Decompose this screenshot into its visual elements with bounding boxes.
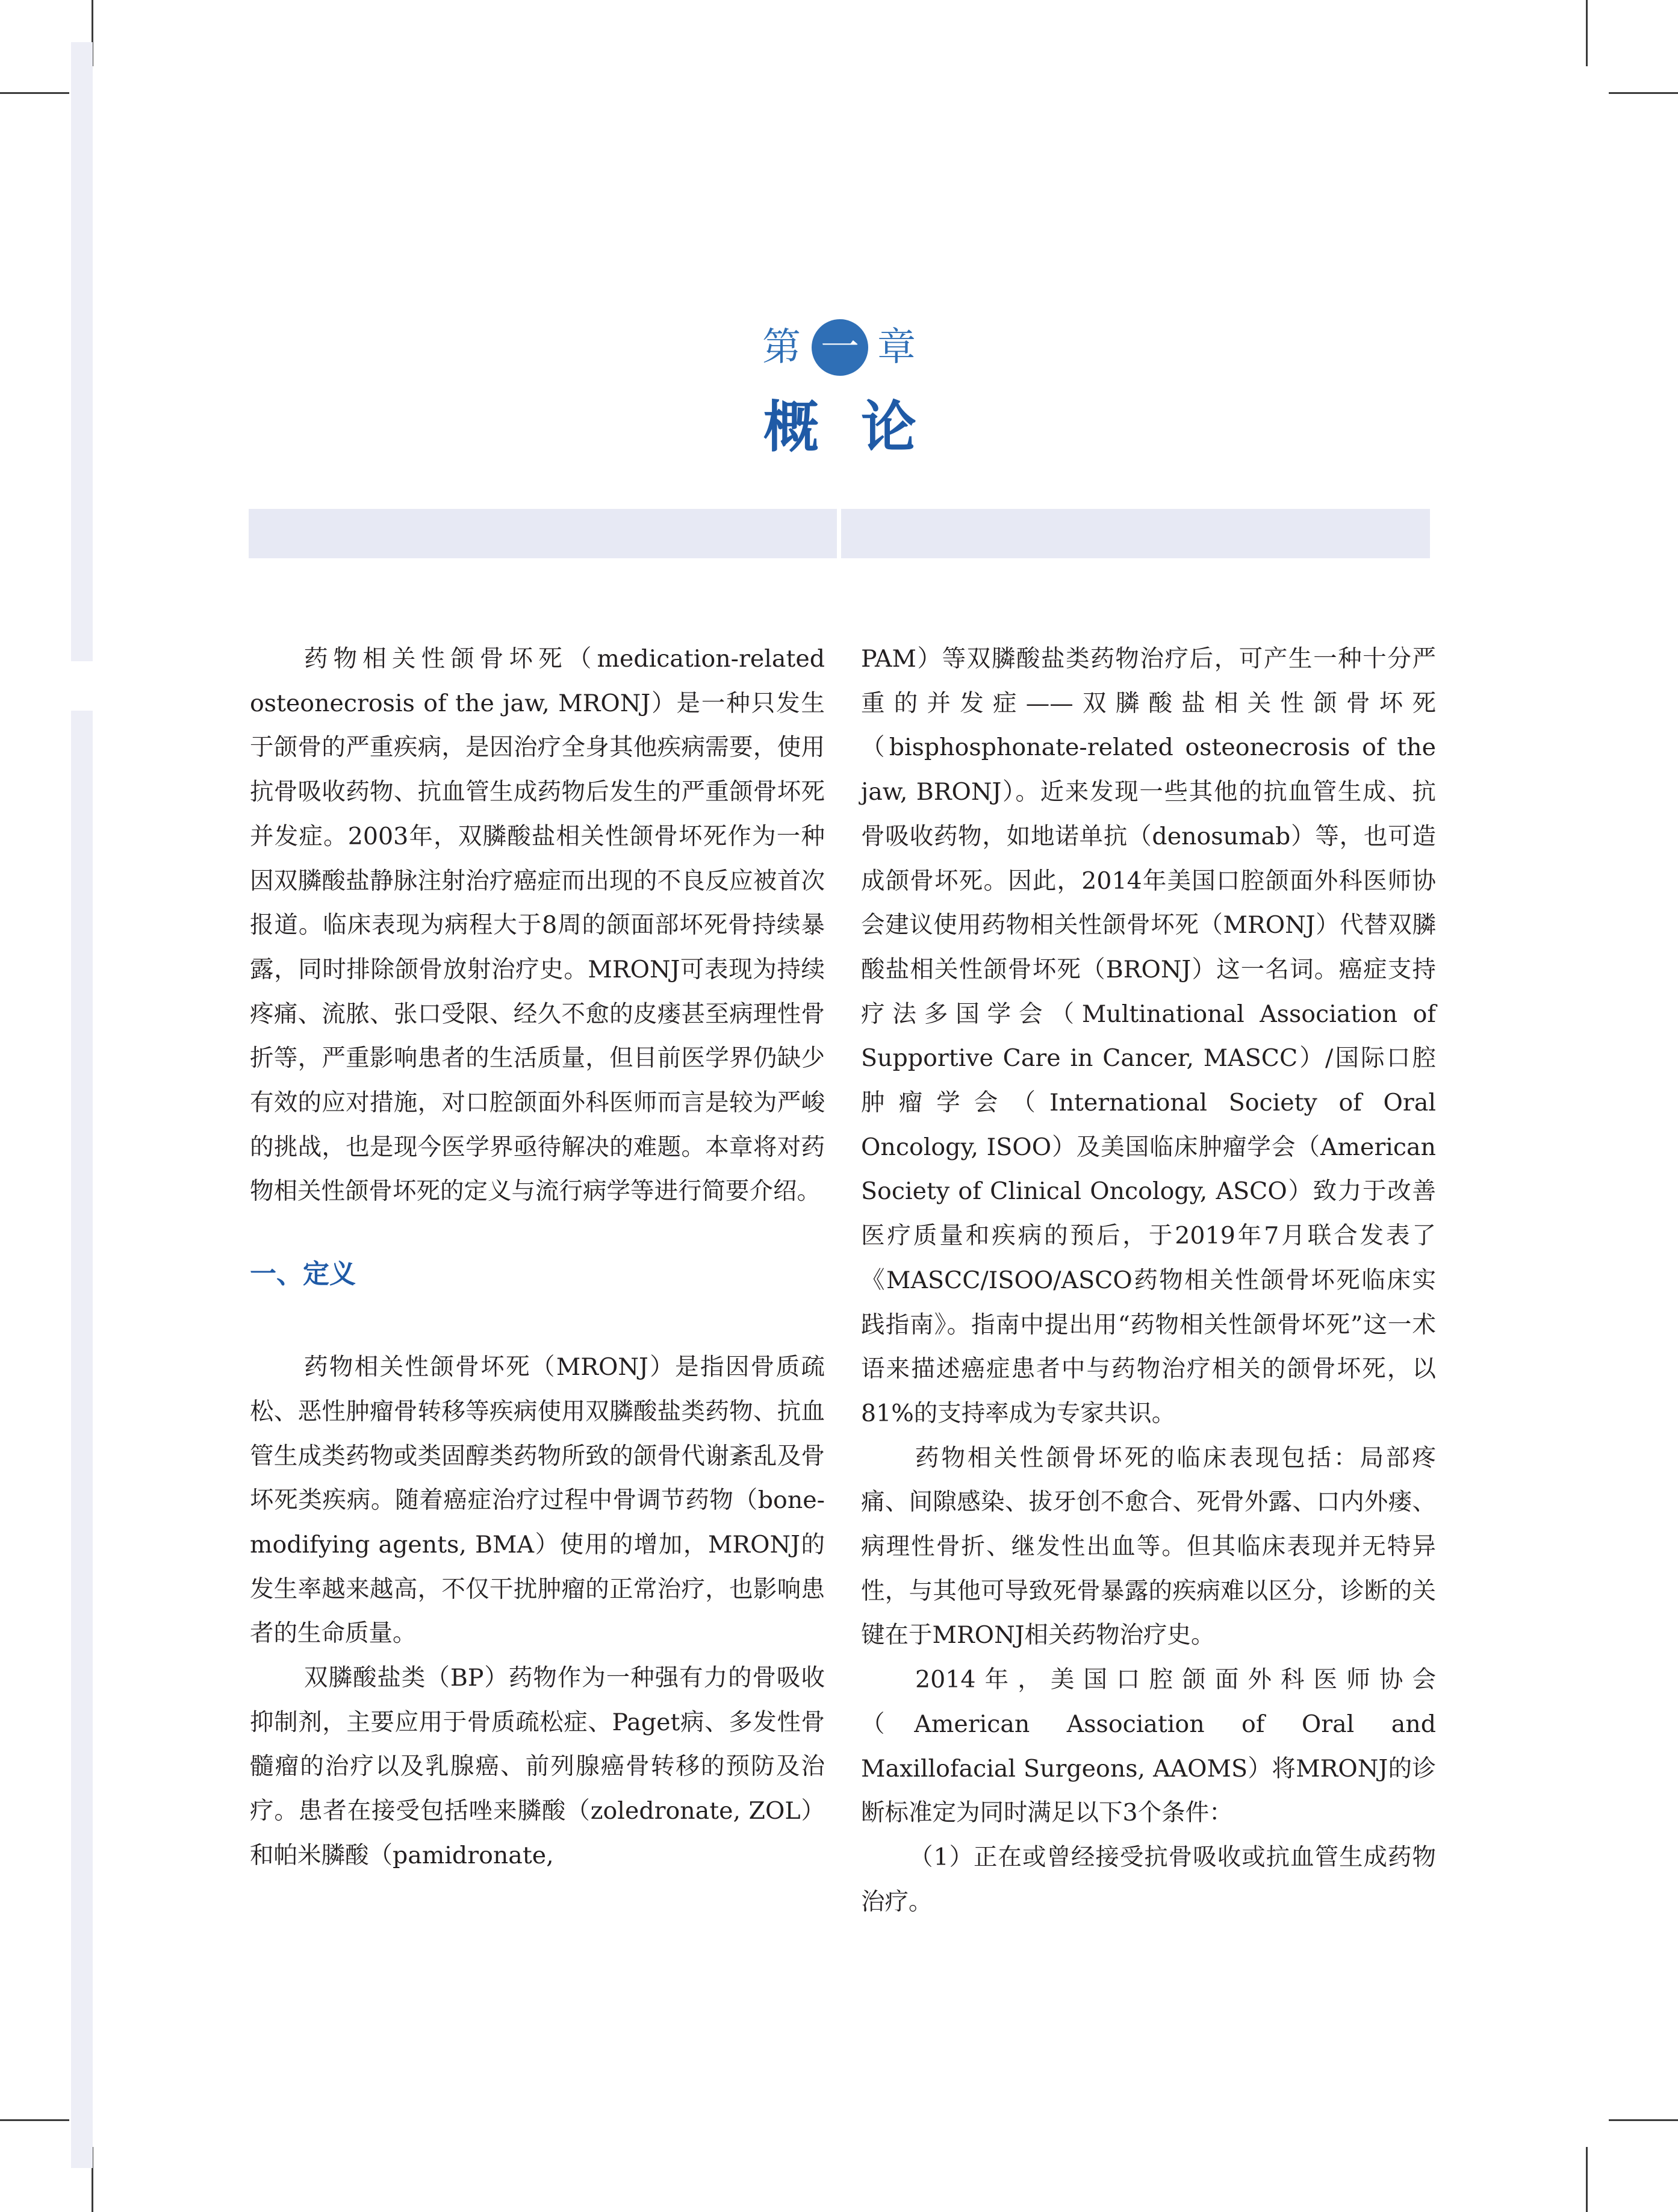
chapter-number: 一 xyxy=(821,325,859,370)
definition-paragraph: 药物相关性颌骨坏死（MRONJ）是指因骨质疏松、恶性肿瘤骨转移等疾病使用双膦酸盐类药物、抗血管生成类药物或类固醇类药物所致的颌骨代谢紊乱及骨坏死类疾病。随着癌症治疗过程中骨调节药物（bone-modifying agents, BMA）使用的增加，MRONJ的发生率越来越高，不仅干扰肿瘤的正常治疗，也影响患者的生命质量。 xyxy=(250,1353,825,1648)
chapter-label-left: 第 xyxy=(762,325,801,370)
criteria-item-1: （1）正在或曾经接受抗骨吸收或抗血管生成药物治疗。 xyxy=(861,1843,1436,1916)
chapter-label-right: 章 xyxy=(877,325,916,370)
intro-paragraph: 药物相关性颌骨坏死（medication-related osteonecrosis of the jaw, MRONJ）是一种只发生于颌骨的严重疾病，是因治疗全身其他疾病需要，使用抗骨吸收药物、抗血管生成药物后发生的严重颌骨坏死并发症。2003年，双膦酸盐相关性颌骨坏死作为一种因双膦酸盐静脉注射治疗癌症而出现的不良反应被首次报道。临床表现为病程大于8周的颌面部坏死骨持续暴露，同时排除颌骨放射治疗史。MRONJ可表现为持续疼痛、流脓、张口受限、经久不愈的皮瘘甚至病理性骨折等，严重影响患者的生活质量，但目前医学界仍缺少有效的应对措施，对口腔颌面外科医师而言是较为严峻的挑战，也是现今医学界亟待解决的难题。本章将对药物相关性颌骨坏死的定义与流行病学等进行简要介绍。 xyxy=(250,645,825,1206)
left-column xyxy=(250,637,825,1878)
side-strip-lower xyxy=(71,711,93,2168)
crop-mark-bottom-right-h xyxy=(1609,2119,1678,2121)
crop-mark-top-left-h xyxy=(0,92,69,94)
crop-mark-top-right-h xyxy=(1609,92,1678,94)
crop-mark-top-right-v xyxy=(1586,0,1588,66)
crop-mark-bottom-left-h xyxy=(0,2119,69,2121)
right-column xyxy=(861,637,1436,1924)
header-band-right xyxy=(841,509,1430,558)
crop-mark-bottom-right-v xyxy=(1586,2147,1588,2212)
chapter-badge xyxy=(753,319,927,376)
clinical-manifestation-paragraph: 药物相关性颌骨坏死的临床表现包括：局部疼痛、间隙感染、拔牙创不愈合、死骨外露、口内外瘘、病理性骨折、继发性出血等。但其临床表现并无特异性，与其他可导致死骨暴露的疾病难以区分，诊断的关键在于MRONJ相关药物治疗史。 xyxy=(861,1444,1436,1650)
side-strip-upper xyxy=(71,42,93,661)
chapter-title: 概论 xyxy=(763,395,959,460)
header-band-left xyxy=(249,509,837,558)
section-heading-definition: 一、定义 xyxy=(250,1259,356,1290)
bp-paragraph-continued: PAM）等双膦酸盐类药物治疗后，可产生一种十分严重的并发症——双膦酸盐相关性颌骨坏死（bisphosphonate-related osteonecrosis of the jaw, BRONJ）。近来发现一些其他的抗血管生成、抗骨吸收药物，如地诺单抗（denosumab）等，也可造成颌骨坏死。因此，2014年美国口腔颌面外科医师协会建议使用药物相关性颌骨坏死（MRONJ）代替双膦酸盐相关性颌骨坏死（BRONJ）这一名词。癌症支持疗法多国学会（Multinational Association of Supportive Care in Cancer, MASCC）/国际口腔肿瘤学会（International Society of Oral Oncology, ISOO）及美国临床肿瘤学会（American Society of Clinical Oncology, ASCO）致力于改善医疗质量和疾病的预后，于2019年7月联合发表了《MASCC/ISOO/ASCO药物相关性颌骨坏死临床实践指南》。指南中提出用“药物相关性颌骨坏死”这一术语来描述癌症患者中与药物治疗相关的颌骨坏死，以81%的支持率成为专家共识。 xyxy=(861,645,1436,1427)
aaoms-criteria-paragraph: 2014年，美国口腔颌面外科医师协会（American Association of Oral and Maxillofacial Surgeons, AAOMS）将MRONJ的诊断标准定为同时满足以下3个条件： xyxy=(861,1666,1436,1827)
bp-paragraph: 双膦酸盐类（BP）药物作为一种强有力的骨吸收抑制剂，主要应用于骨质疏松症、Paget病、多发性骨髓瘤的治疗以及乳腺癌、前列腺癌骨转移的预防及治疗。患者在接受包括唑来膦酸（zoledronate, ZOL）和帕米膦酸（pamidronate, xyxy=(250,1664,825,1869)
